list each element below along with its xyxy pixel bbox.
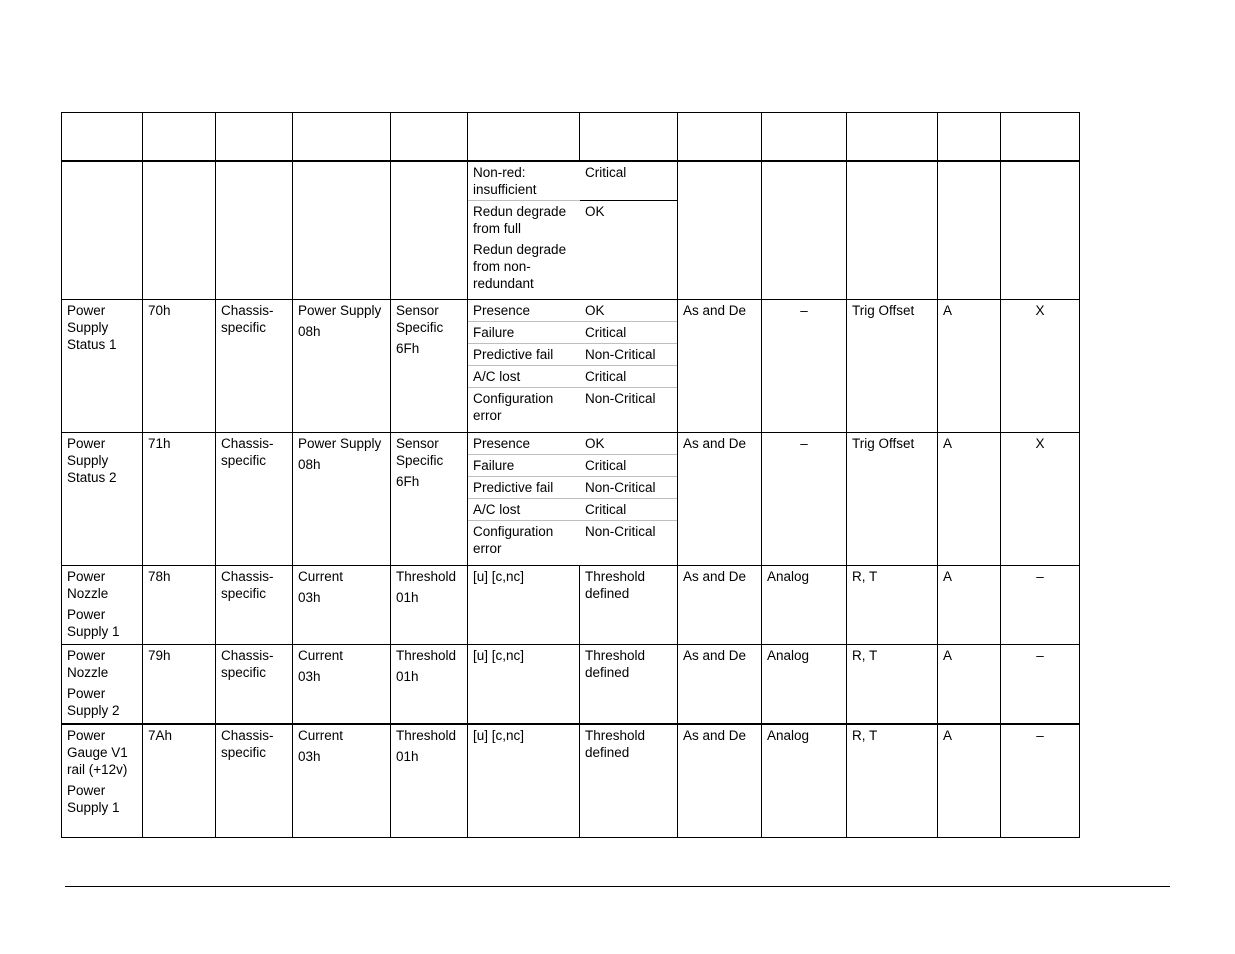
assert-cell: As and De (678, 433, 762, 566)
states-subtable (468, 433, 678, 559)
table-row (62, 161, 1080, 300)
rearm-cell: Trig Offset (847, 433, 938, 566)
x-cell: X (1001, 300, 1080, 433)
header-cell (580, 113, 678, 162)
sensor-name-cell (62, 566, 143, 645)
sensor-number-cell: 79h (143, 645, 216, 725)
stand-cell: A (938, 645, 1001, 725)
event-type-cell (391, 161, 468, 300)
rearm-cell: R, T (847, 645, 938, 725)
event-type-code: 6Fh (396, 474, 420, 489)
header-cell (62, 113, 143, 162)
state-row (468, 521, 678, 560)
sensor-type-name: Power Supply (298, 436, 382, 451)
header-cell (216, 113, 293, 162)
severity-cell: Threshold defined (580, 724, 678, 838)
header-cell (762, 113, 847, 162)
severity-cell: OK (580, 433, 678, 455)
assert-cell: As and De (678, 724, 762, 838)
stand-cell: A (938, 566, 1001, 645)
sensor-type-name: Current (298, 569, 344, 584)
states-subtable (468, 162, 678, 294)
severity-cell: Critical (580, 162, 678, 201)
offset-cell: Predictive fail (468, 344, 580, 366)
severity-cell: Non-Critical (585, 524, 656, 539)
x-cell: – (1001, 645, 1080, 725)
platform-cell (216, 161, 293, 300)
state-row (468, 300, 678, 322)
offset-cell: Failure (468, 322, 580, 344)
event-type-cell (391, 566, 468, 645)
sensor-number-cell: 71h (143, 433, 216, 566)
event-type-code: 01h (396, 590, 419, 605)
offset-cell: Configuration error (473, 391, 554, 423)
sensor-type-code: 03h (298, 669, 321, 684)
event-type-cell (391, 645, 468, 725)
state-row (468, 344, 678, 366)
event-type-code: 6Fh (396, 341, 420, 356)
event-type-name: Threshold (396, 728, 457, 743)
readable-cell: – (762, 300, 847, 433)
sensor-subname: Power Supply 1 (67, 783, 120, 815)
sensor-type-name: Power Supply (298, 303, 382, 318)
offset-cell: Predictive fail (468, 477, 580, 499)
event-type-cell (391, 300, 468, 433)
state-row (468, 322, 678, 344)
severity-cell: Non-Critical (580, 344, 678, 366)
sensor-table (61, 112, 1080, 838)
rearm-cell: Trig Offset (847, 300, 938, 433)
state-row (468, 162, 678, 201)
sensor-number-cell: 78h (143, 566, 216, 645)
header-cell (847, 113, 938, 162)
sensor-type-code: 08h (298, 457, 321, 472)
event-type-cell (391, 433, 468, 566)
event-type-code: 01h (396, 669, 419, 684)
table-row (62, 566, 1080, 645)
sensor-name: Power Gauge V1 rail (+12v) (67, 728, 128, 777)
state-row (468, 366, 678, 388)
x-cell (1001, 161, 1080, 300)
rearm-cell: R, T (847, 566, 938, 645)
states-subtable (468, 300, 678, 426)
offset-cell: Failure (468, 455, 580, 477)
x-cell: – (1001, 724, 1080, 838)
sensor-type-name: Current (298, 648, 344, 663)
offset-cell: Redun degrade from non-redundant (473, 242, 567, 291)
severity-cell: Threshold defined (580, 566, 678, 645)
offset-cell: A/C lost (468, 499, 580, 521)
offset-cell: [u] [c,nc] (468, 724, 580, 838)
offset-cell: [u] [c,nc] (468, 645, 580, 725)
x-cell: – (1001, 566, 1080, 645)
sensor-type-cell (293, 724, 391, 838)
severity-cell: Critical (580, 455, 678, 477)
sensor-type-name: Current (298, 728, 344, 743)
stand-cell: A (938, 433, 1001, 566)
assert-cell: As and De (678, 300, 762, 433)
rearm-cell (847, 161, 938, 300)
assert-cell (678, 161, 762, 300)
offset-cell: Presence (468, 433, 580, 455)
table-row (62, 433, 1080, 566)
sensor-type-cell (293, 300, 391, 433)
severity-cell: Threshold defined (580, 645, 678, 725)
header-cell (468, 113, 580, 162)
header-cell (293, 113, 391, 162)
sensor-type-code: 08h (298, 324, 321, 339)
offset-cell: A/C lost (468, 366, 580, 388)
state-row (468, 455, 678, 477)
event-type-cell (391, 724, 468, 838)
platform-cell: Chassis-specific (216, 724, 293, 838)
readable-cell: Analog (762, 566, 847, 645)
severity-cell: Critical (580, 366, 678, 388)
severity-cell: Critical (580, 499, 678, 521)
states-cell (468, 161, 678, 300)
severity-cell: OK (580, 300, 678, 322)
sensor-name-cell: Power Supply Status 1 (62, 300, 143, 433)
stand-cell (938, 161, 1001, 300)
x-cell: X (1001, 433, 1080, 566)
readable-cell (762, 161, 847, 300)
sensor-type-cell (293, 566, 391, 645)
sensor-name-cell (62, 161, 143, 300)
rearm-cell: R, T (847, 724, 938, 838)
severity-cell: Non-Critical (585, 391, 656, 406)
severity-cell: Critical (580, 322, 678, 344)
assert-cell: As and De (678, 645, 762, 725)
stand-cell: A (938, 300, 1001, 433)
event-type-name: Sensor Specific (396, 436, 444, 468)
platform-cell: Chassis-specific (216, 433, 293, 566)
sensor-name: Power Nozzle (67, 648, 109, 680)
sensor-type-cell (293, 433, 391, 566)
sensor-type-code: 03h (298, 590, 321, 605)
sensor-subname: Power Supply 1 (67, 607, 120, 639)
sensor-name-cell (62, 724, 143, 838)
sensor-type-code: 03h (298, 749, 321, 764)
table-row (62, 645, 1080, 725)
states-cell (468, 433, 678, 566)
sensor-name: Power Nozzle (67, 569, 109, 601)
readable-cell: Analog (762, 645, 847, 725)
header-cell (1001, 113, 1080, 162)
table-row (62, 724, 1080, 838)
footer-rule (65, 886, 1170, 887)
event-type-code: 01h (396, 749, 419, 764)
sensor-name-cell: Power Supply Status 2 (62, 433, 143, 566)
severity-cell: Non-Critical (580, 477, 678, 499)
offset-cell: Redun degrade from full (473, 204, 567, 236)
event-type-name: Sensor Specific (396, 303, 444, 335)
assert-cell: As and De (678, 566, 762, 645)
platform-cell: Chassis-specific (216, 566, 293, 645)
readable-cell: Analog (762, 724, 847, 838)
event-type-name: Threshold (396, 648, 457, 663)
sensor-number-cell (143, 161, 216, 300)
state-row (468, 388, 678, 427)
state-row (468, 477, 678, 499)
event-type-name: Threshold (396, 569, 457, 584)
state-row (468, 201, 678, 240)
state-row (468, 499, 678, 521)
states-cell (468, 300, 678, 433)
platform-cell: Chassis-specific (216, 645, 293, 725)
sensor-subname: Power Supply 2 (67, 686, 120, 718)
offset-cell: Non-red: insufficient (468, 162, 580, 201)
offset-cell: [u] [c,nc] (468, 566, 580, 645)
platform-cell: Chassis-specific (216, 300, 293, 433)
state-row (468, 433, 678, 455)
sensor-type-cell (293, 161, 391, 300)
stand-cell: A (938, 724, 1001, 838)
sensor-type-cell (293, 645, 391, 725)
sensor-number-cell: 70h (143, 300, 216, 433)
header-cell (143, 113, 216, 162)
readable-cell: – (762, 433, 847, 566)
table-header (62, 113, 1080, 162)
sensor-name-cell (62, 645, 143, 725)
offset-cell: Presence (468, 300, 580, 322)
sensor-number-cell: 7Ah (143, 724, 216, 838)
header-cell (678, 113, 762, 162)
severity-cell: OK (585, 204, 605, 219)
table-row (62, 300, 1080, 433)
header-cell (391, 113, 468, 162)
offset-cell: Configuration error (473, 524, 554, 556)
header-cell (938, 113, 1001, 162)
